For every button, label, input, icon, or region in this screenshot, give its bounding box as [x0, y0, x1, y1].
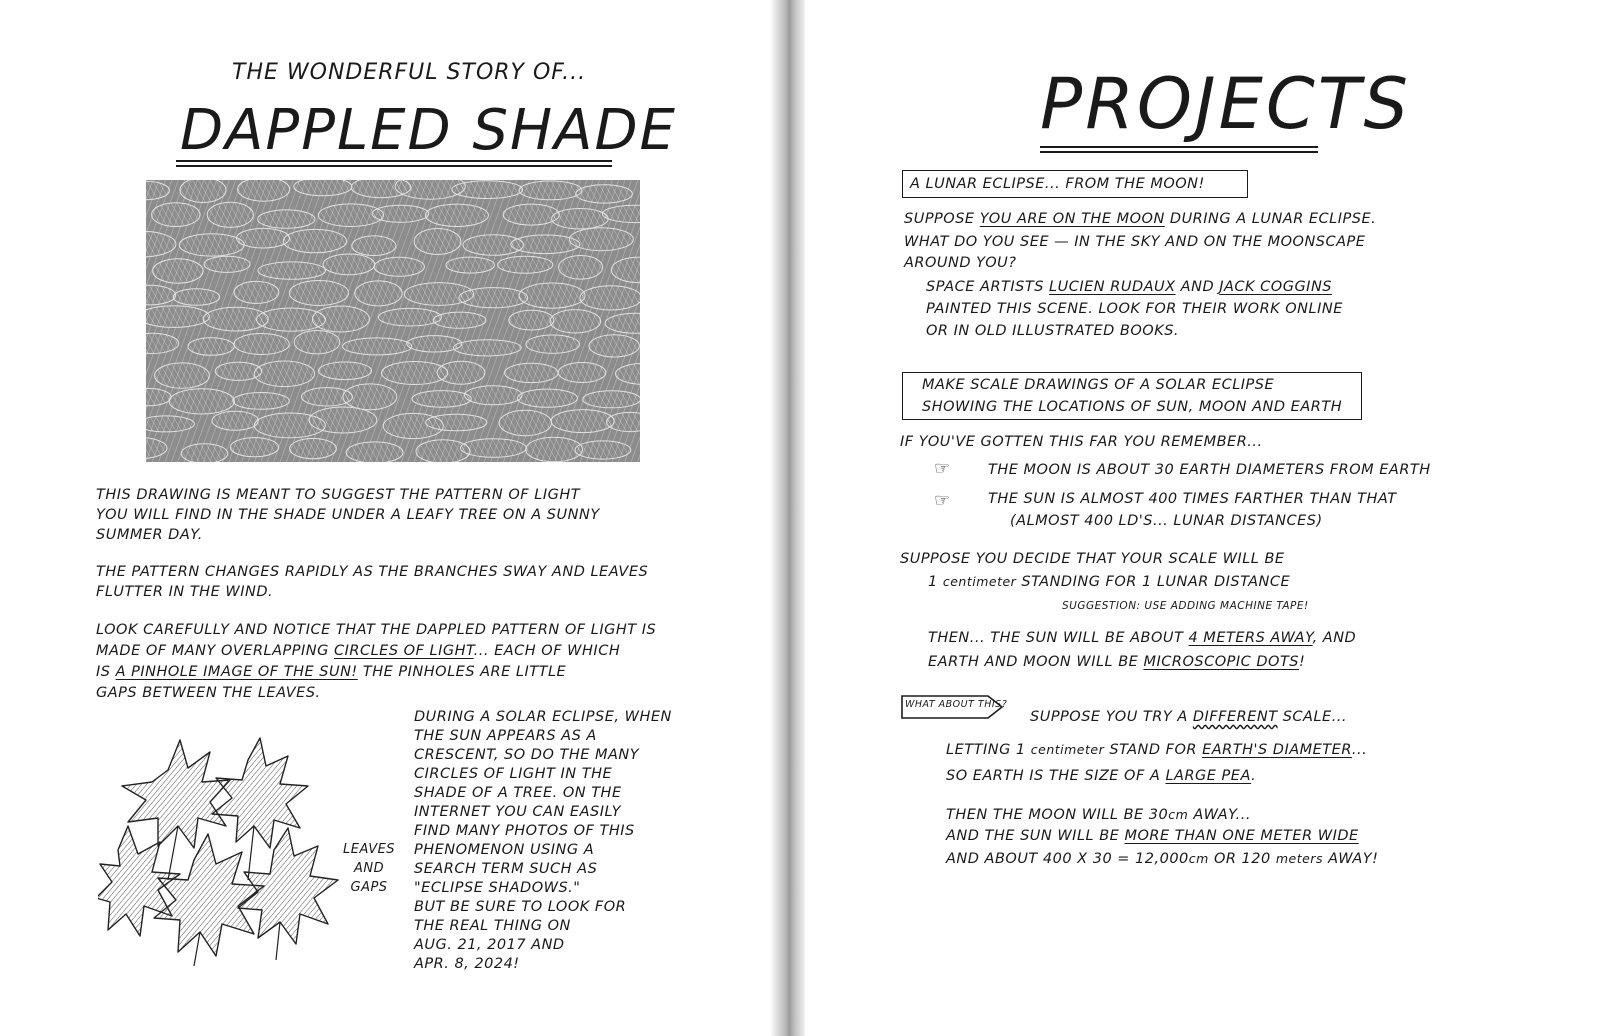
bullet-sun-distance: THE SUN IS ALMOST 400 TIMES FARTHER THAN THAT [988, 491, 1397, 507]
scale-line-3 [928, 627, 1356, 649]
light-circle [425, 204, 488, 226]
paragraph-1-line-3: SUMMER DAY. [96, 527, 203, 543]
title-underline [176, 160, 612, 162]
light-circle [517, 389, 577, 407]
pointing-hand-icon: ☞ [934, 490, 951, 511]
scale-text: SCALE... [1277, 709, 1348, 725]
leaves-caption-line: GAPS [350, 880, 388, 895]
project-1-line-5: PAINTED THIS SCENE. LOOK FOR THEIR WORK ONLINE [926, 301, 1343, 317]
light-circle [283, 229, 346, 252]
light-circle [505, 363, 558, 382]
light-circle [234, 281, 279, 303]
light-circle [290, 439, 337, 459]
light-circle [519, 283, 585, 308]
light-circle [583, 391, 640, 408]
light-circle [258, 262, 326, 279]
project-text: SUPPOSE [904, 211, 980, 227]
artist-name: LUCIEN RUDAUX [1049, 279, 1176, 295]
light-circle [414, 229, 461, 255]
eclipse-note-line: INTERNET YOU CAN EASILY [414, 804, 622, 820]
light-circle [355, 281, 402, 306]
eclipse-note-line: DURING A SOLAR ECLIPSE, WHEN [414, 709, 672, 725]
light-circle [212, 411, 258, 430]
light-circle [558, 363, 605, 383]
p3-text: THE PINHOLES ARE LITTLE [357, 664, 567, 680]
paragraph-3-line-4: GAPS BETWEEN THE LEAVES. [96, 685, 321, 701]
light-circle [153, 259, 203, 283]
scale-text: STAND FOR [1104, 742, 1203, 758]
project-1-line-3: AROUND YOU? [904, 255, 1017, 271]
one-meter-wide-emphasis: MORE THAN ONE METER WIDE [1124, 828, 1359, 844]
light-circle [559, 256, 603, 280]
scale-line-1: SUPPOSE YOU DECIDE THAT YOUR SCALE WILL BE [900, 551, 1285, 567]
pointing-hand-icon: ☞ [934, 458, 951, 479]
circles-of-light-emphasis: CIRCLES OF LIGHT [334, 643, 474, 659]
light-circle [551, 410, 614, 433]
light-circle [258, 210, 315, 228]
light-circle [374, 257, 424, 276]
paragraph-3-line-1: LOOK CAREFULLY AND NOTICE THAT THE DAPPLED PATTERN OF LIGHT IS [96, 622, 657, 638]
light-circle [552, 209, 609, 229]
different-scale-line-4 [946, 804, 1251, 826]
light-circle [378, 308, 441, 326]
leaves-caption-line: LEAVES [343, 842, 396, 857]
scale-text: ! [1299, 654, 1306, 670]
unit-text: cm [1168, 807, 1189, 822]
projects-title-underline [1040, 146, 1318, 148]
light-circle [433, 312, 486, 328]
different-scale-line-2 [946, 739, 1367, 761]
scale-text: THEN... THE SUN WILL BE ABOUT [928, 630, 1189, 646]
scale-text: ... [1351, 742, 1368, 758]
light-circle [238, 180, 290, 201]
light-circle [234, 334, 289, 355]
scale-text: SUPPOSE YOU TRY A [1030, 709, 1193, 725]
scale-line-2 [928, 571, 1290, 593]
microscopic-dots-emphasis: MICROSCOPIC DOTS [1143, 654, 1300, 670]
light-circle [498, 256, 553, 273]
light-circle [309, 407, 377, 433]
light-circle [526, 335, 580, 353]
light-circle [146, 416, 194, 432]
light-circle [169, 389, 234, 414]
paragraph-1-line-1: THIS DRAWING IS MEANT TO SUGGEST THE PATTERN OF LIGHT [96, 487, 581, 503]
light-circle [179, 234, 244, 256]
paragraph-2-line-1: THE PATTERN CHANGES RAPIDLY AS THE BRANCHES SWAY AND LEAVES [96, 564, 649, 580]
different-scale-line-3 [946, 765, 1256, 787]
scale-text: EARTH AND MOON WILL BE [928, 654, 1144, 670]
book-gutter [770, 0, 805, 1036]
bullet-moon-distance: THE MOON IS ABOUT 30 EARTH DIAMETERS FROM EARTH [988, 462, 1431, 478]
light-circle [233, 393, 289, 410]
light-circle [412, 391, 471, 408]
light-circle [188, 338, 234, 356]
scale-text: LETTING 1 [946, 742, 1031, 758]
scale-text: STANDING FOR 1 LUNAR DISTANCE [1016, 574, 1291, 590]
light-circle [550, 310, 601, 333]
lunar-eclipse-heading: A LUNAR ECLIPSE... FROM THE MOON! [910, 176, 1205, 192]
light-circle [155, 363, 210, 388]
eclipse-note-line: CIRCLES OF LIGHT IN THE [414, 766, 613, 782]
light-circle [503, 204, 559, 225]
earths-diameter-emphasis: EARTH'S DIAMETER [1202, 742, 1352, 758]
light-circle [499, 410, 551, 435]
eclipse-note-line: FIND MANY PHOTOS OF THIS [414, 823, 635, 839]
light-circle [207, 202, 253, 227]
remember-intro: IF YOU'VE GOTTEN THIS FAR YOU REMEMBER... [900, 434, 1263, 450]
scale-text: AND THE SUN WILL BE [946, 828, 1125, 844]
light-circle [453, 340, 521, 356]
p3-text: IS [96, 664, 116, 680]
light-circle [312, 306, 369, 332]
eclipse-note-line: CRESCENT, SO DO THE MANY [414, 747, 640, 763]
on-the-moon-emphasis: YOU ARE ON THE MOON [979, 211, 1165, 227]
light-circle [426, 414, 487, 431]
light-circle [173, 289, 219, 306]
story-title: DAPPLED SHADE [180, 98, 677, 163]
different-scale-line-5 [946, 825, 1359, 847]
title-underline-2 [176, 165, 612, 167]
scale-text: SO EARTH IS THE SIZE OF A [946, 768, 1166, 784]
unit-text: centimeter [942, 574, 1017, 589]
scale-drawings-heading-line-1: MAKE SCALE DRAWINGS OF A SOLAR ECLIPSE [922, 377, 1275, 393]
large-pea-emphasis: LARGE PEA [1165, 768, 1252, 784]
projects-title-underline-2 [1040, 151, 1318, 153]
light-circle [372, 205, 429, 222]
light-circle [346, 442, 403, 462]
light-circle [180, 180, 226, 203]
light-circle [237, 228, 290, 248]
project-text: AND [1175, 279, 1220, 295]
light-circle [509, 310, 554, 330]
project-1-line-4 [926, 276, 1332, 298]
light-circle [526, 437, 583, 462]
scale-text: , AND [1312, 630, 1357, 646]
p3-text: ... EACH OF WHICH [473, 643, 621, 659]
unit-text: meters [1275, 851, 1323, 866]
eclipse-note-line: "ECLIPSE SHADOWS." [414, 880, 581, 896]
light-circle [343, 338, 412, 355]
light-circle [437, 361, 485, 384]
scale-text: AWAY... [1188, 807, 1251, 823]
paragraph-3-line-2 [96, 640, 620, 662]
light-circle [459, 288, 528, 308]
light-circle [580, 286, 640, 310]
light-circle [146, 306, 210, 328]
dappled-shade-drawing [146, 180, 640, 462]
scale-text: . [1251, 768, 1257, 784]
project-1-line-6: OR IN OLD ILLUSTRATED BOOKS. [926, 323, 1180, 339]
light-circle [570, 228, 634, 251]
project-text: DURING A LUNAR ECLIPSE. [1164, 211, 1377, 227]
light-circle [294, 180, 352, 196]
leaves-caption-line: AND [353, 861, 385, 876]
suggestion-note: SUGGESTION: USE ADDING MACHINE TAPE! [1062, 600, 1309, 612]
eclipse-note-line: SHADE OF A TREE. ON THE [414, 785, 622, 801]
paragraph-1-line-2: YOU WILL FIND IN THE SHADE UNDER A LEAFY TREE ON A SUNNY [96, 507, 600, 523]
different-scale-line-1 [1030, 706, 1347, 728]
light-circle [589, 335, 639, 357]
scale-text: OR 120 [1208, 851, 1276, 867]
what-about-this-label: WHAT ABOUT THIS? [905, 699, 1008, 710]
light-circle [204, 256, 250, 272]
light-circle [575, 441, 631, 459]
light-circle [343, 384, 397, 410]
light-circle [181, 444, 228, 462]
light-circle [519, 181, 582, 200]
story-kicker: THE WONDERFUL STORY OF... [232, 60, 587, 85]
scale-text: THEN THE MOON WILL BE 30 [946, 807, 1169, 823]
eclipse-note-line: BUT BE SURE TO LOOK FOR [414, 899, 627, 915]
pinhole-image-emphasis: A PINHOLE IMAGE OF THE SUN! [115, 664, 358, 680]
different-emphasis: DIFFERENT [1192, 709, 1278, 725]
eclipse-note-line: APR. 8, 2024! [414, 956, 520, 972]
project-1-line-2: WHAT DO YOU SEE — IN THE SKY AND ON THE MOONSCAPE [904, 234, 1366, 250]
unit-text: centimeter [1030, 742, 1105, 757]
light-circle [152, 203, 200, 227]
light-circle [289, 281, 348, 306]
light-circle [319, 362, 372, 380]
light-circle [230, 438, 278, 457]
eclipse-note-line: AUG. 21, 2017 AND [414, 937, 565, 953]
light-circle [294, 331, 340, 354]
light-circle [461, 439, 527, 458]
eclipse-note-line: THE SUN APPEARS AS A [414, 728, 597, 744]
paragraph-3-line-3 [96, 661, 566, 683]
light-circle [576, 185, 632, 203]
bullet-sun-distance-note: (ALMOST 400 LD'S... LUNAR DISTANCES) [1010, 513, 1323, 529]
project-text: SPACE ARTISTS [926, 279, 1050, 295]
p3-text: MADE OF MANY OVERLAPPING [96, 643, 334, 659]
light-circle [254, 361, 314, 387]
light-circle [323, 254, 375, 275]
four-meters-emphasis: 4 METERS AWAY [1188, 630, 1313, 646]
maple-leaves-drawing [98, 730, 348, 970]
artist-name: JACK COGGINS [1219, 279, 1333, 295]
light-circle [352, 236, 396, 256]
eclipse-note-line: SEARCH TERM SUCH AS [414, 861, 598, 877]
light-circle [465, 386, 523, 405]
eclipse-note-line: PHENOMENON USING A [414, 842, 595, 858]
light-circle [446, 257, 495, 273]
unit-text: cm [1188, 851, 1209, 866]
scale-line-4 [928, 651, 1305, 673]
scale-text: AWAY! [1322, 851, 1379, 867]
scale-text: 1 [928, 574, 943, 590]
scale-text: AND ABOUT 400 X 30 = 12,000 [946, 851, 1189, 867]
leaves-caption [343, 840, 395, 897]
different-scale-line-6 [946, 848, 1378, 870]
light-circle [452, 181, 523, 199]
eclipse-note-line: THE REAL THING ON [414, 918, 571, 934]
paragraph-2-line-2: FLUTTER IN THE WIND. [96, 584, 274, 600]
projects-title: PROJECTS [1040, 63, 1411, 145]
scale-drawings-heading-line-2: SHOWING THE LOCATIONS OF SUN, MOON AND EARTH [922, 399, 1343, 415]
project-1-line-1 [904, 208, 1376, 230]
